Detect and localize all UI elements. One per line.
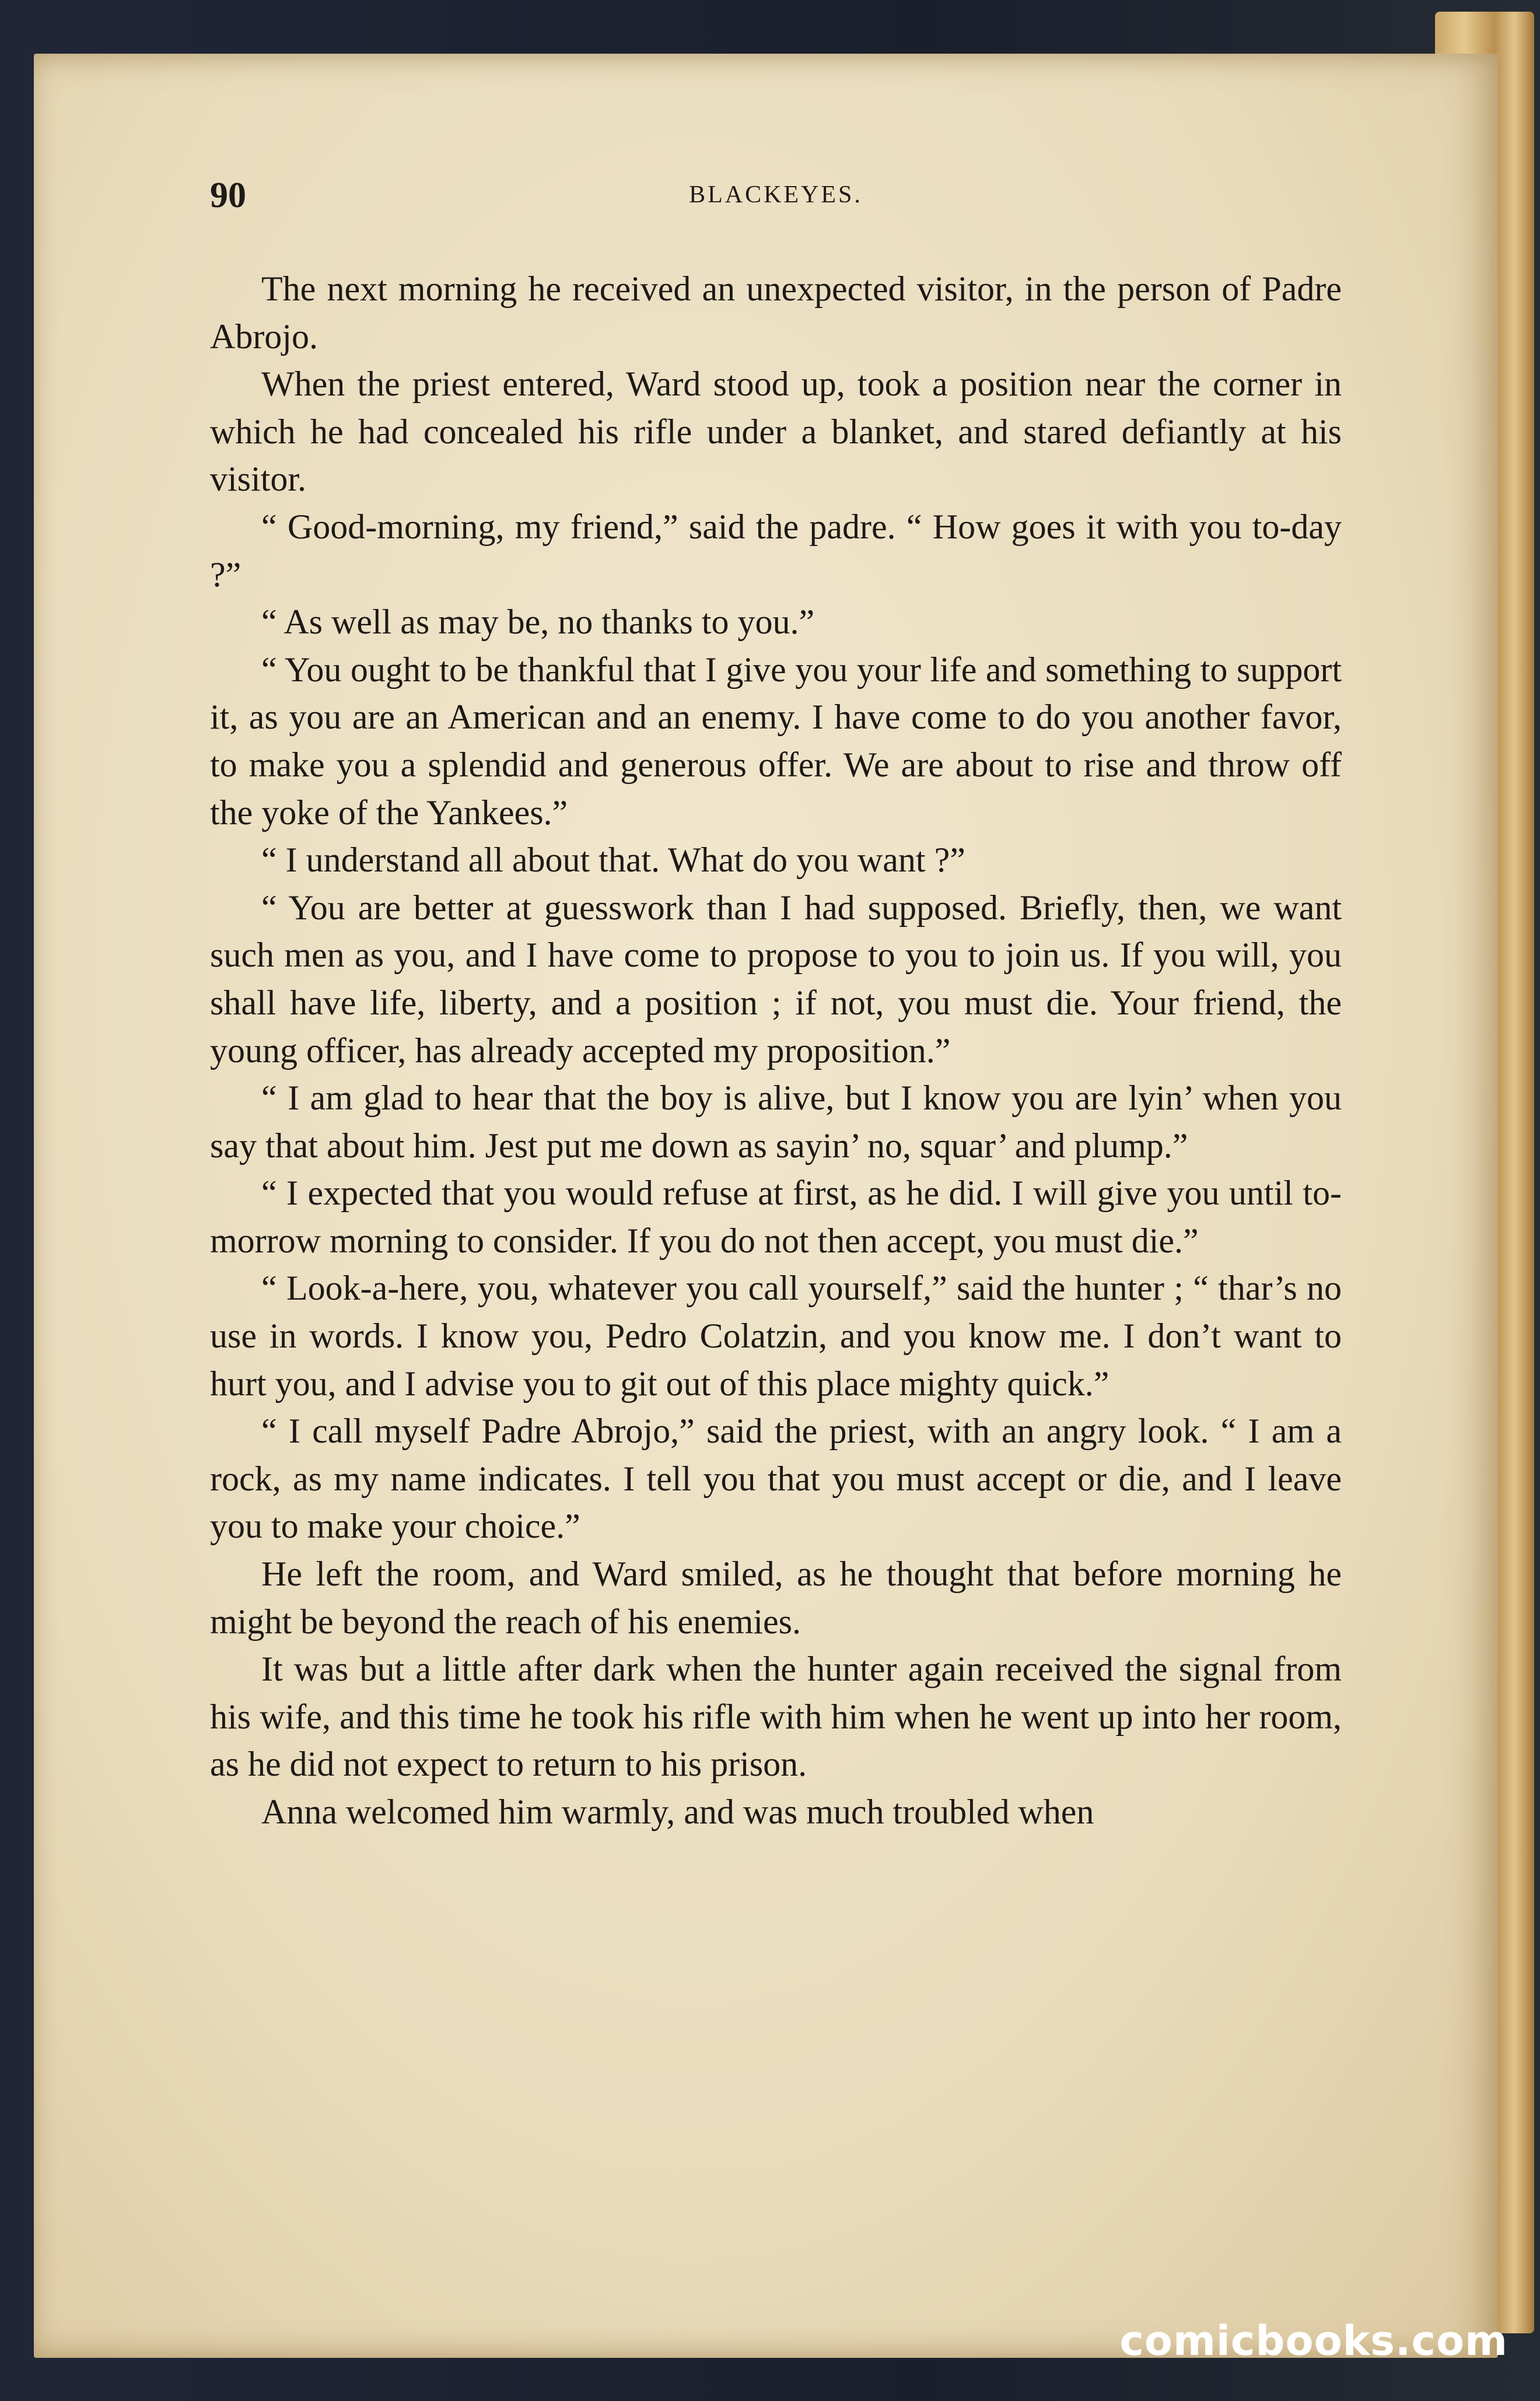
paragraph: “ You ought to be thankful that I give you your life and something to support it, as you are an American and an enemy. I have come to do you another favor, to make you a splendid and generous offer. We are about to rise and throw off the yoke of the Yankees.” (210, 650, 1342, 832)
page-header (210, 175, 1342, 222)
paragraph: “ You are better at guesswork than I had supposed. Briefly, then, we want such men as you, and I have come to propose to you to join us. If you will, you shall have life, liberty, and a position ; if not, you must die. Your friend, the young officer, has already accepted my proposition.” (210, 888, 1342, 1070)
body-text (210, 265, 1342, 1836)
paragraph: When the priest entered, Ward stood up, took a position near the corner in which he had concealed his rifle under a blanket, and stared defiantly at his visitor. (210, 365, 1342, 499)
paragraph: “ I understand all about that. What do you want ?” (261, 841, 965, 880)
paragraph: “ I call myself Padre Abrojo,” said the priest, with an angry look. “ I am a rock, as my name indicates. I tell you that you must accept or die, and I leave you to make your choice.” (210, 1412, 1342, 1546)
paragraph: “ As well as may be, no thanks to you.” (261, 603, 815, 642)
paragraph: “ I am glad to hear that the boy is alive, but I know you are lyin’ when you say that about him. Jest put me down as sayin’ no, squar’ and plump.” (210, 1079, 1342, 1165)
paragraph: “ I expected that you would refuse at first, as he did. I will give you until to-morrow morning to consider. If you do not then accept, you must die.” (210, 1174, 1342, 1260)
paragraph: The next morning he received an unexpected visitor, in the person of Padre Abrojo. (210, 270, 1342, 356)
paragraph: It was but a little after dark when the hunter again received the signal from his wife, and this time he took his rifle with him when he went up into her room, as he did not expect to return to his prison. (210, 1650, 1342, 1784)
page-number: 90 (210, 176, 246, 215)
watermark: comicbooks.com (1119, 2317, 1508, 2365)
paragraph: “ Look-a-here, you, whatever you call yourself,” said the hunter ; “ thar’s no use in words. I know you, Pedro Colatzin, and you know me. I don’t want to hurt you, and I advise you to git out of this place mighty quick.” (210, 1269, 1342, 1403)
paragraph: He left the room, and Ward smiled, as he thought that before morning he might be beyond the reach of his enemies. (210, 1555, 1342, 1641)
paragraph: Anna welcomed him warmly, and was much troubled when (261, 1793, 1094, 1831)
running-head: BLACKEYES. (689, 181, 863, 208)
paragraph: “ Good-morning, my friend,” said the padre. “ How goes it with you to-day ?” (210, 507, 1342, 594)
